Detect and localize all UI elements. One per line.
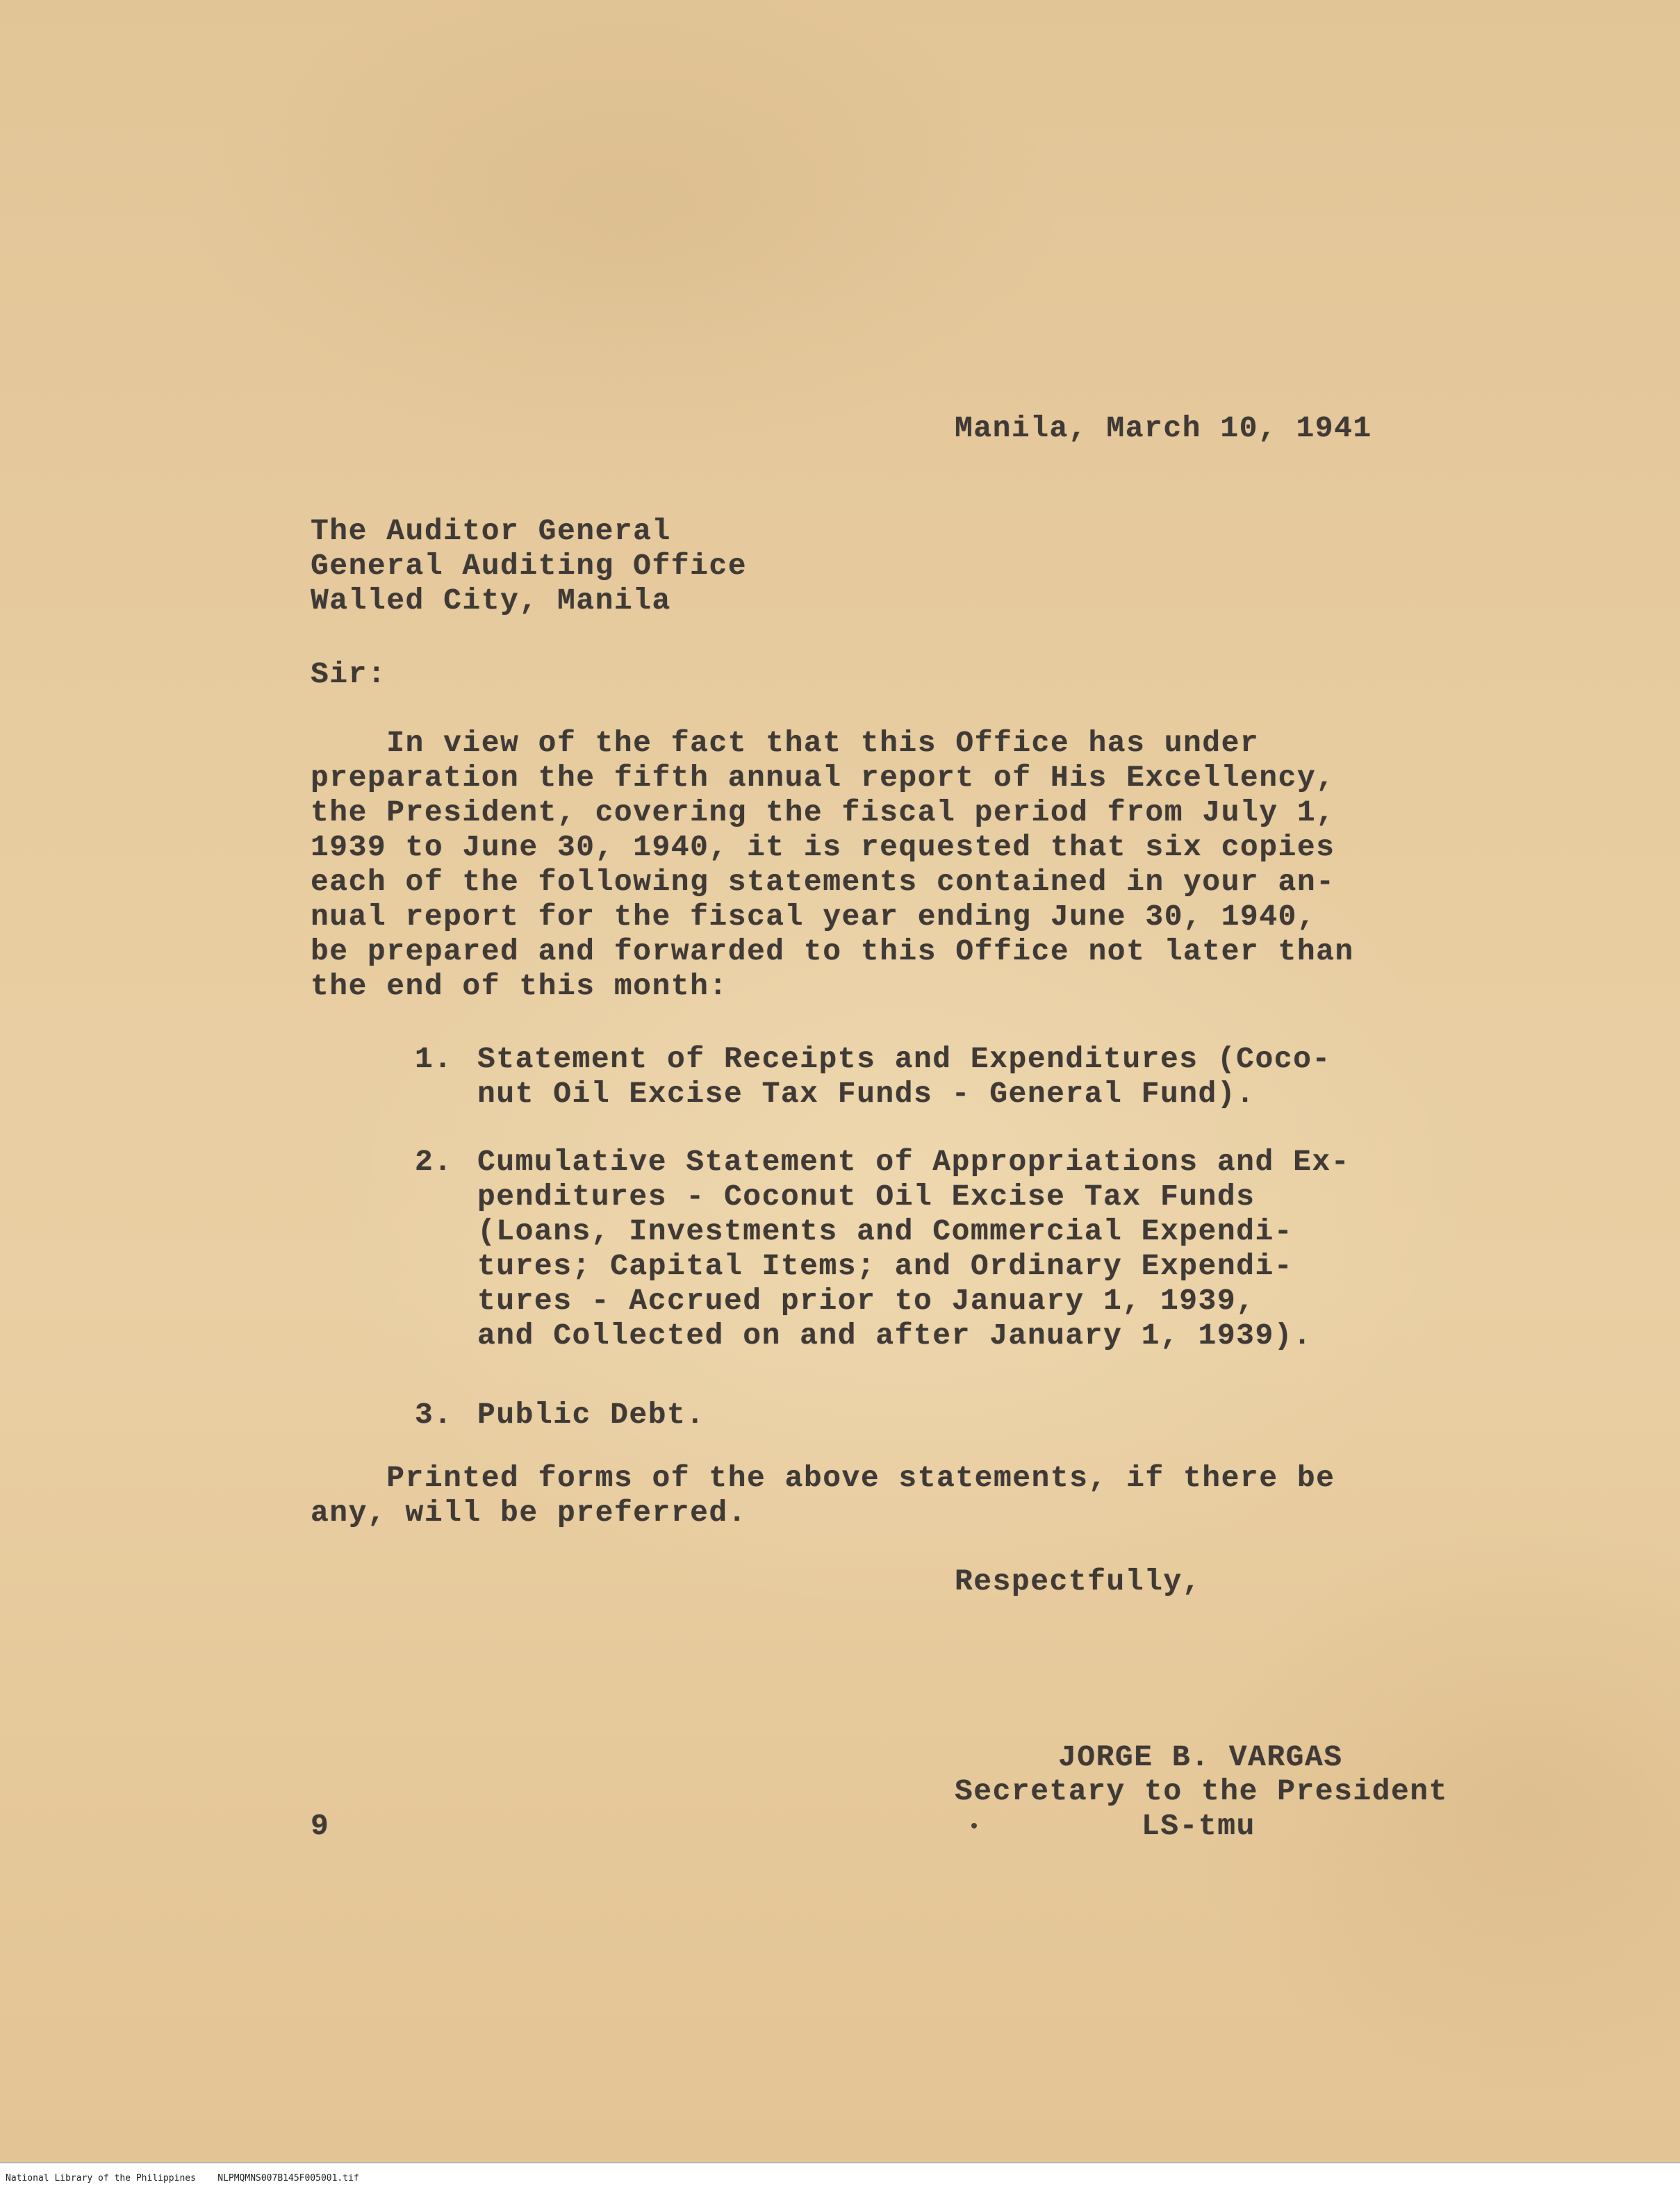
list-item-text: Public Debt. (477, 1398, 705, 1432)
salutation: Sir: (311, 657, 387, 691)
body-paragraph-1: In view of the fact that this Office has under preparation the fifth annual report of His Excellency, the President, covering the fiscal period from July 1, 1939 to June 30, 1940, it is requested that six copies each of the following statements contained in your an- nual report for the fiscal year ending June 30, 1940, be prepared and forwarded to this Office not later than the end of this month: (311, 726, 1354, 1003)
ink-dot-mark (971, 1823, 977, 1828)
letter-date: Manila, March 10, 1941 (955, 411, 1372, 445)
addressee-block: The Auditor General General Auditing Office Walled City, Manila (311, 514, 747, 618)
body-paragraph-2: Printed forms of the above statements, if there be any, will be preferred. (311, 1461, 1335, 1530)
list-item-number: 1. (415, 1042, 453, 1076)
list-item-number: 3. (415, 1398, 453, 1432)
reference-initials: LS-tmu (1142, 1809, 1255, 1843)
list-item-number: 2. (415, 1145, 453, 1179)
signer-title: Secretary to the President (955, 1774, 1448, 1808)
archive-footer (0, 2162, 1680, 2196)
page-number: 9 (311, 1809, 330, 1843)
list-item-text: Cumulative Statement of Appropriations and Ex- penditures - Coconut Oil Excise Tax Funds (Loans, Investments and Commercial Expendi- tures; Capital Items; and Ordinary Expendi- tures - Accrued prior to January 1, 1939, and Collected on and after January 1, 1939). (477, 1145, 1350, 1353)
signer-name: JORGE B. VARGAS (1058, 1740, 1343, 1774)
archive-footer-text: National Library of the Philippines NLPMQMNS007B145F005001.tif (6, 2173, 359, 2183)
closing: Respectfully, (955, 1565, 1201, 1599)
list-item-text: Statement of Receipts and Expenditures (Coco- nut Oil Excise Tax Funds - General Fund). (477, 1042, 1331, 1111)
